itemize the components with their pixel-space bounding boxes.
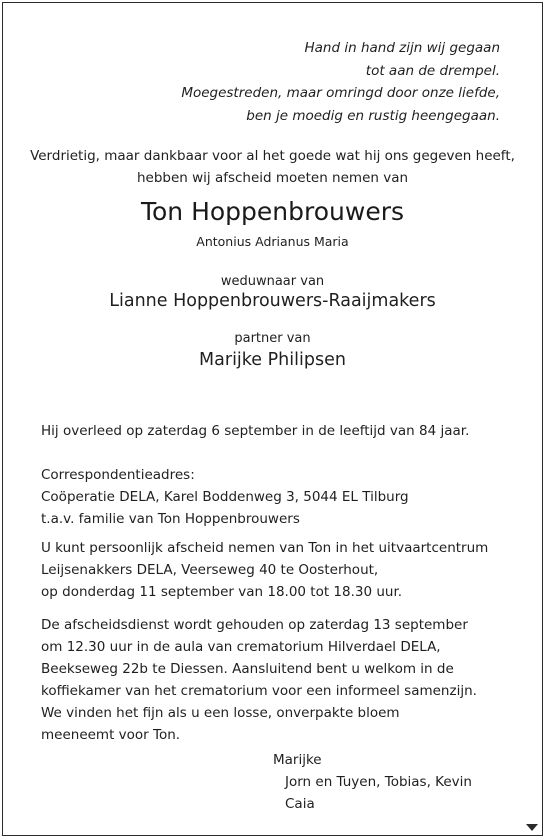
signoff-first: Marijke — [273, 752, 322, 768]
poem — [181, 37, 500, 127]
viewing-line: U kunt persoonlijk afscheid nemen van Ton in het uitvaartcentrum — [41, 540, 489, 556]
passing-line: Hij overleed op zaterdag 6 september in de leeftijd van 84 jaar. — [41, 423, 470, 439]
intro-line: hebben wij afscheid moeten nemen van — [136, 170, 409, 186]
corner-triangle-icon — [526, 824, 538, 831]
relation-label-widower: weduwnaar van — [220, 274, 325, 289]
signoff-family-line: Caia — [285, 796, 315, 812]
viewing-info — [41, 537, 488, 603]
service-line: Beekseweg 22b te Diessen. Aansluitend bent u welkom in de — [41, 661, 454, 677]
intro-text — [3, 145, 542, 189]
service-line: meeneemt voor Ton. — [41, 727, 181, 743]
relation-name-spouse: Lianne Hoppenbrouwers-Raaijmakers — [109, 291, 436, 311]
viewing-line: Leijsenakkers DELA, Veerseweg 40 te Oosterhout, — [41, 562, 379, 578]
signoff-family-line: Jorn en Tuyen, Tobias, Kevin — [285, 774, 472, 790]
service-line: De afscheidsdienst wordt gehouden op zaterdag 13 september — [41, 617, 468, 633]
passing-statement — [41, 420, 469, 442]
obituary-card — [2, 2, 543, 836]
service-line: koffiekamer van het crematorium voor een informeel samenzijn. — [41, 683, 477, 699]
service-line: om 12.30 uur in de aula van crematorium Hilverdael DELA, — [41, 639, 441, 655]
signoff — [273, 749, 472, 815]
poem-line: Moegestreden, maar omringd door onze liefde, — [181, 85, 500, 101]
poem-line: tot aan de drempel. — [365, 62, 500, 79]
deceased-name: Ton Hoppenbrouwers — [140, 197, 405, 226]
relation-label-partner: partner van — [234, 331, 311, 346]
correspondence-line: Coöperatie DELA, Karel Boddenweg 3, 5044 EL Tilburg — [41, 489, 409, 505]
poem-line: Hand in hand zijn wij gegaan — [304, 40, 500, 56]
deceased-given-names: Antonius Adrianus Maria — [196, 234, 349, 249]
correspondence-line: Correspondentieadres: — [41, 467, 195, 483]
correspondence-address — [41, 464, 409, 530]
poem-line: ben je moedig en rustig heengegaan. — [246, 107, 500, 124]
viewing-line: op donderdag 11 september van 18.00 tot 18.30 uur. — [41, 584, 403, 600]
service-info — [41, 614, 477, 746]
intro-line: Verdrietig, maar dankbaar voor al het goede wat hij ons gegeven heeft, — [30, 148, 515, 164]
service-line: We vinden het fijn als u een losse, onverpakte bloem — [41, 705, 400, 721]
relation-name-partner: Marijke Philipsen — [199, 350, 346, 370]
correspondence-line: t.a.v. familie van Ton Hoppenbrouwers — [41, 511, 300, 527]
